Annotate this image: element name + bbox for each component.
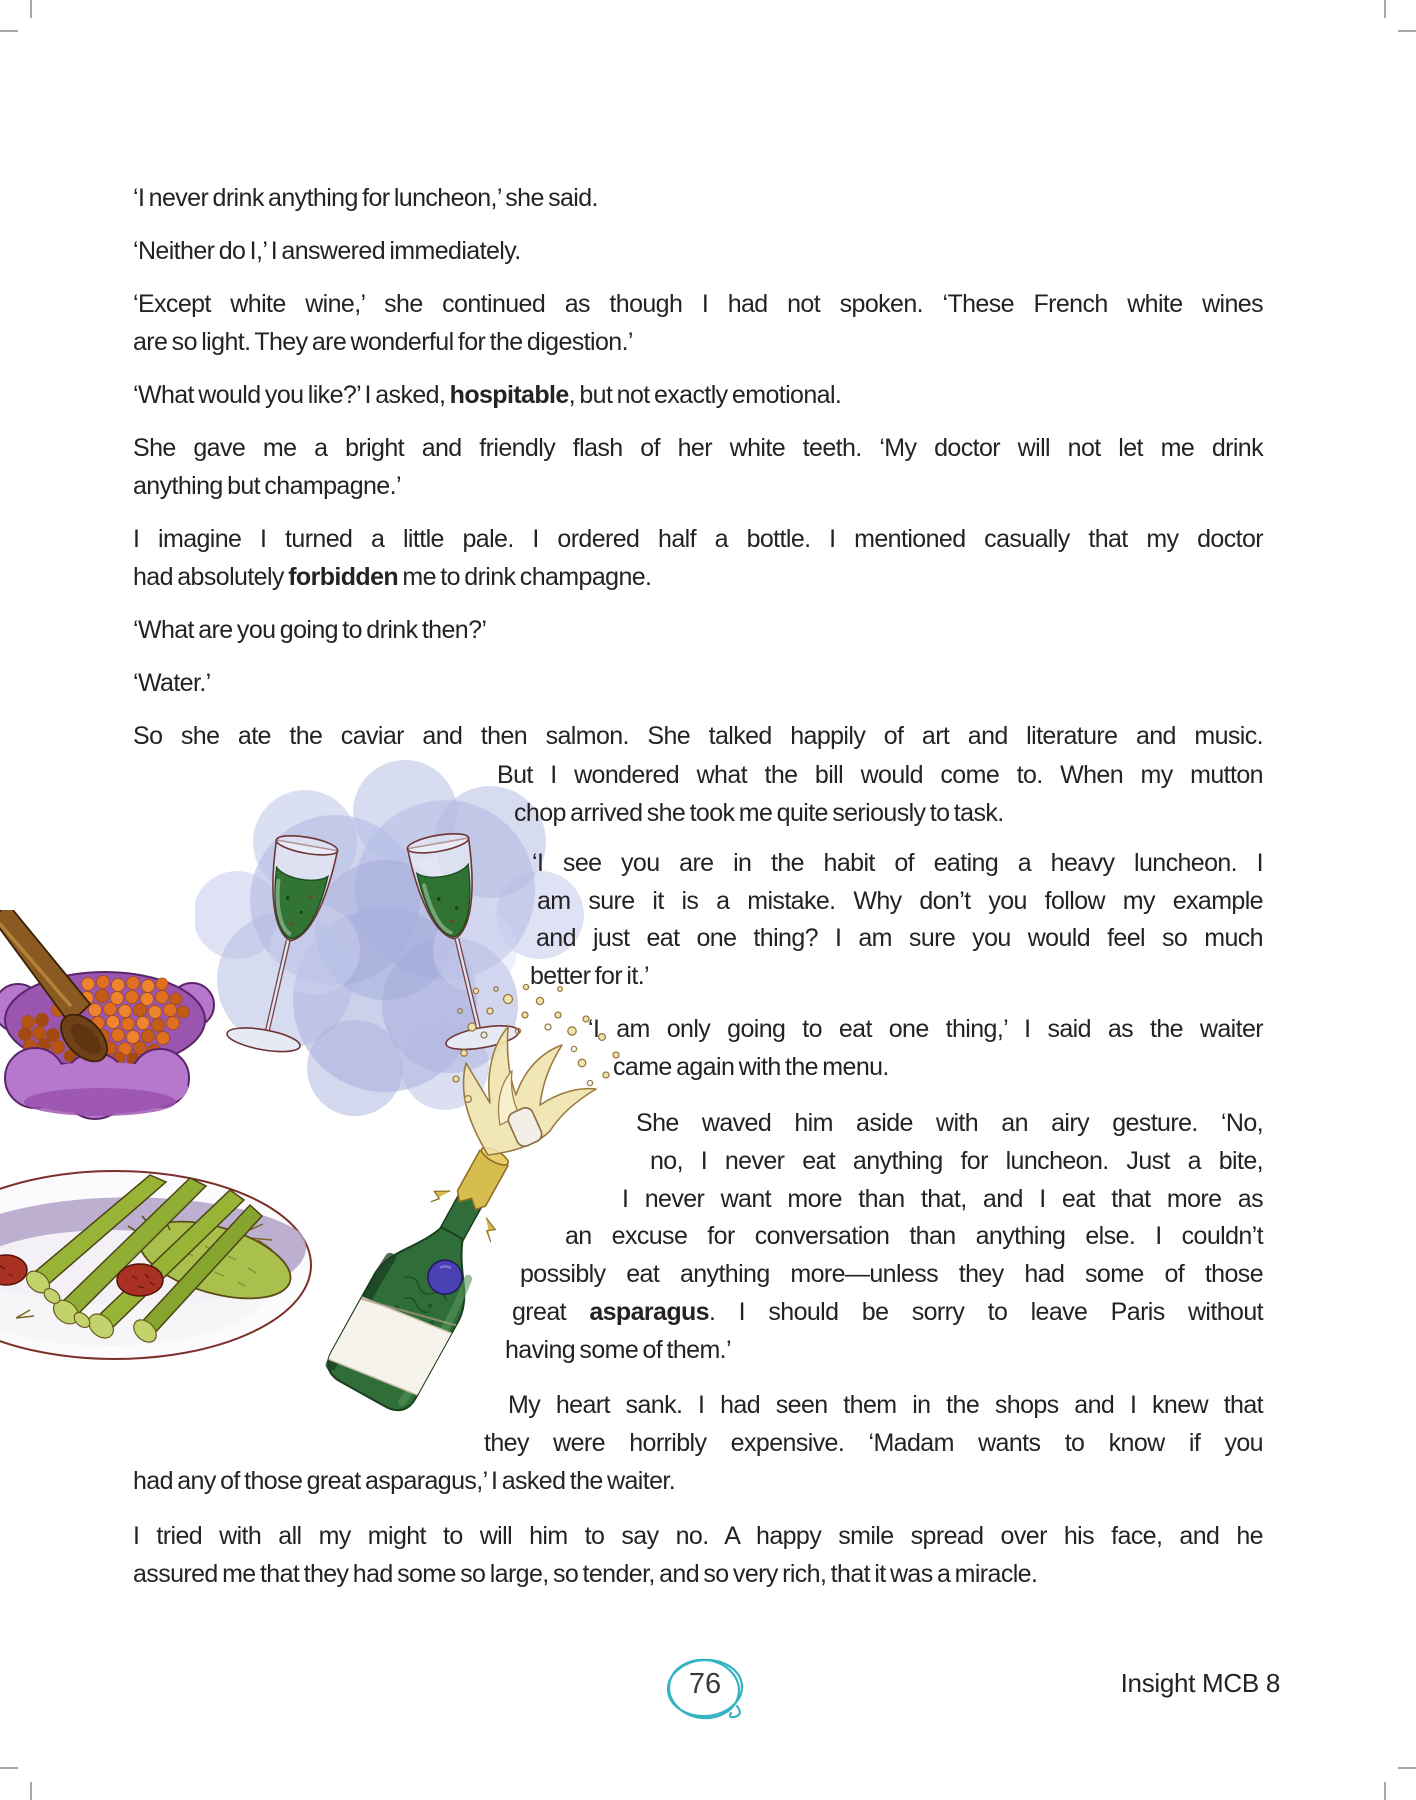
story-line: ‘Neither do I,’ I answered immediately. [133,237,521,265]
story-line: had absolutely forbidden me to drink champagne. [133,563,652,591]
story-line: an excuse for conversation than anything else. I couldn’t [565,1222,1263,1250]
crop-mark [1398,30,1416,32]
story-line: She gave me a bright and friendly flash of her white teeth. ‘My doctor will not let me drink [133,434,1263,462]
story-line: ‘Except white wine,’ she continued as though I had not spoken. ‘These French white wines [133,290,1263,318]
crop-mark [1384,1782,1386,1800]
story-line: they were horribly expensive. ‘Madam wants to know if you [484,1429,1263,1457]
story-line: I never want more than that, and I eat that more as [622,1185,1263,1213]
crop-mark [0,1767,18,1769]
crop-mark [1398,1767,1416,1769]
story-line: anything but champagne.’ [133,472,401,500]
story-line: ‘I see you are in the habit of eating a heavy luncheon. I [532,849,1263,877]
story-line: I imagine I turned a little pale. I ordered half a bottle. I mentioned casually that my doctor [133,525,1263,553]
story-line: ‘Water.’ [133,669,211,697]
asparagus-plate-illustration [0,1160,320,1365]
crop-mark [30,1782,32,1800]
caviar-bowl-illustration [0,910,215,1120]
crop-mark [0,30,18,32]
page-number: 76 [688,1668,722,1700]
story-line: assured me that they had some so large, so tender, and so very rich, that it was a miracle. [133,1560,1038,1588]
crop-mark [1384,0,1386,18]
crop-mark [30,0,32,18]
story-line: are so light. They are wonderful for the digestion.’ [133,328,633,356]
story-line: I tried with all my might to will him to say no. A happy smile spread over his face, and he [133,1522,1263,1550]
story-line: no, I never eat anything for luncheon. Just a bite, [650,1147,1263,1175]
story-line: possibly eat anything more—unless they had some of those [520,1260,1263,1288]
story-line: But I wondered what the bill would come to. When my mutton [497,761,1263,789]
story-line: am sure it is a mistake. Why don’t you follow my example [537,887,1263,915]
story-line: and just eat one thing? I am sure you would feel so much [536,924,1263,952]
story-line: had any of those great asparagus,’ I asked the waiter. [133,1467,676,1495]
story-line: ‘What are you going to drink then?’ [133,616,487,644]
book-title: Insight MCB 8 [1120,1668,1280,1698]
story-line: So she ate the caviar and then salmon. She talked happily of art and literature and music. [133,722,1263,750]
story-line: chop arrived she took me quite seriously to task. [514,799,1004,827]
story-line: great asparagus. I should be sorry to leave Paris without [512,1298,1263,1326]
story-line: better for it.’ [530,962,649,990]
story-line: came again with the menu. [613,1053,889,1081]
story-line: ‘What would you like?’ I asked, hospitable, but not exactly emotional. [133,381,842,409]
story-line: ‘I am only going to eat one thing,’ I said as the waiter [588,1015,1263,1043]
story-line: having some of them.’ [505,1336,731,1364]
story-line: My heart sank. I had seen them in the shops and I knew that [508,1391,1263,1419]
story-line: ‘I never drink anything for luncheon,’ she said. [133,184,598,212]
story-line: She waved him aside with an airy gesture. ‘No, [636,1109,1263,1137]
